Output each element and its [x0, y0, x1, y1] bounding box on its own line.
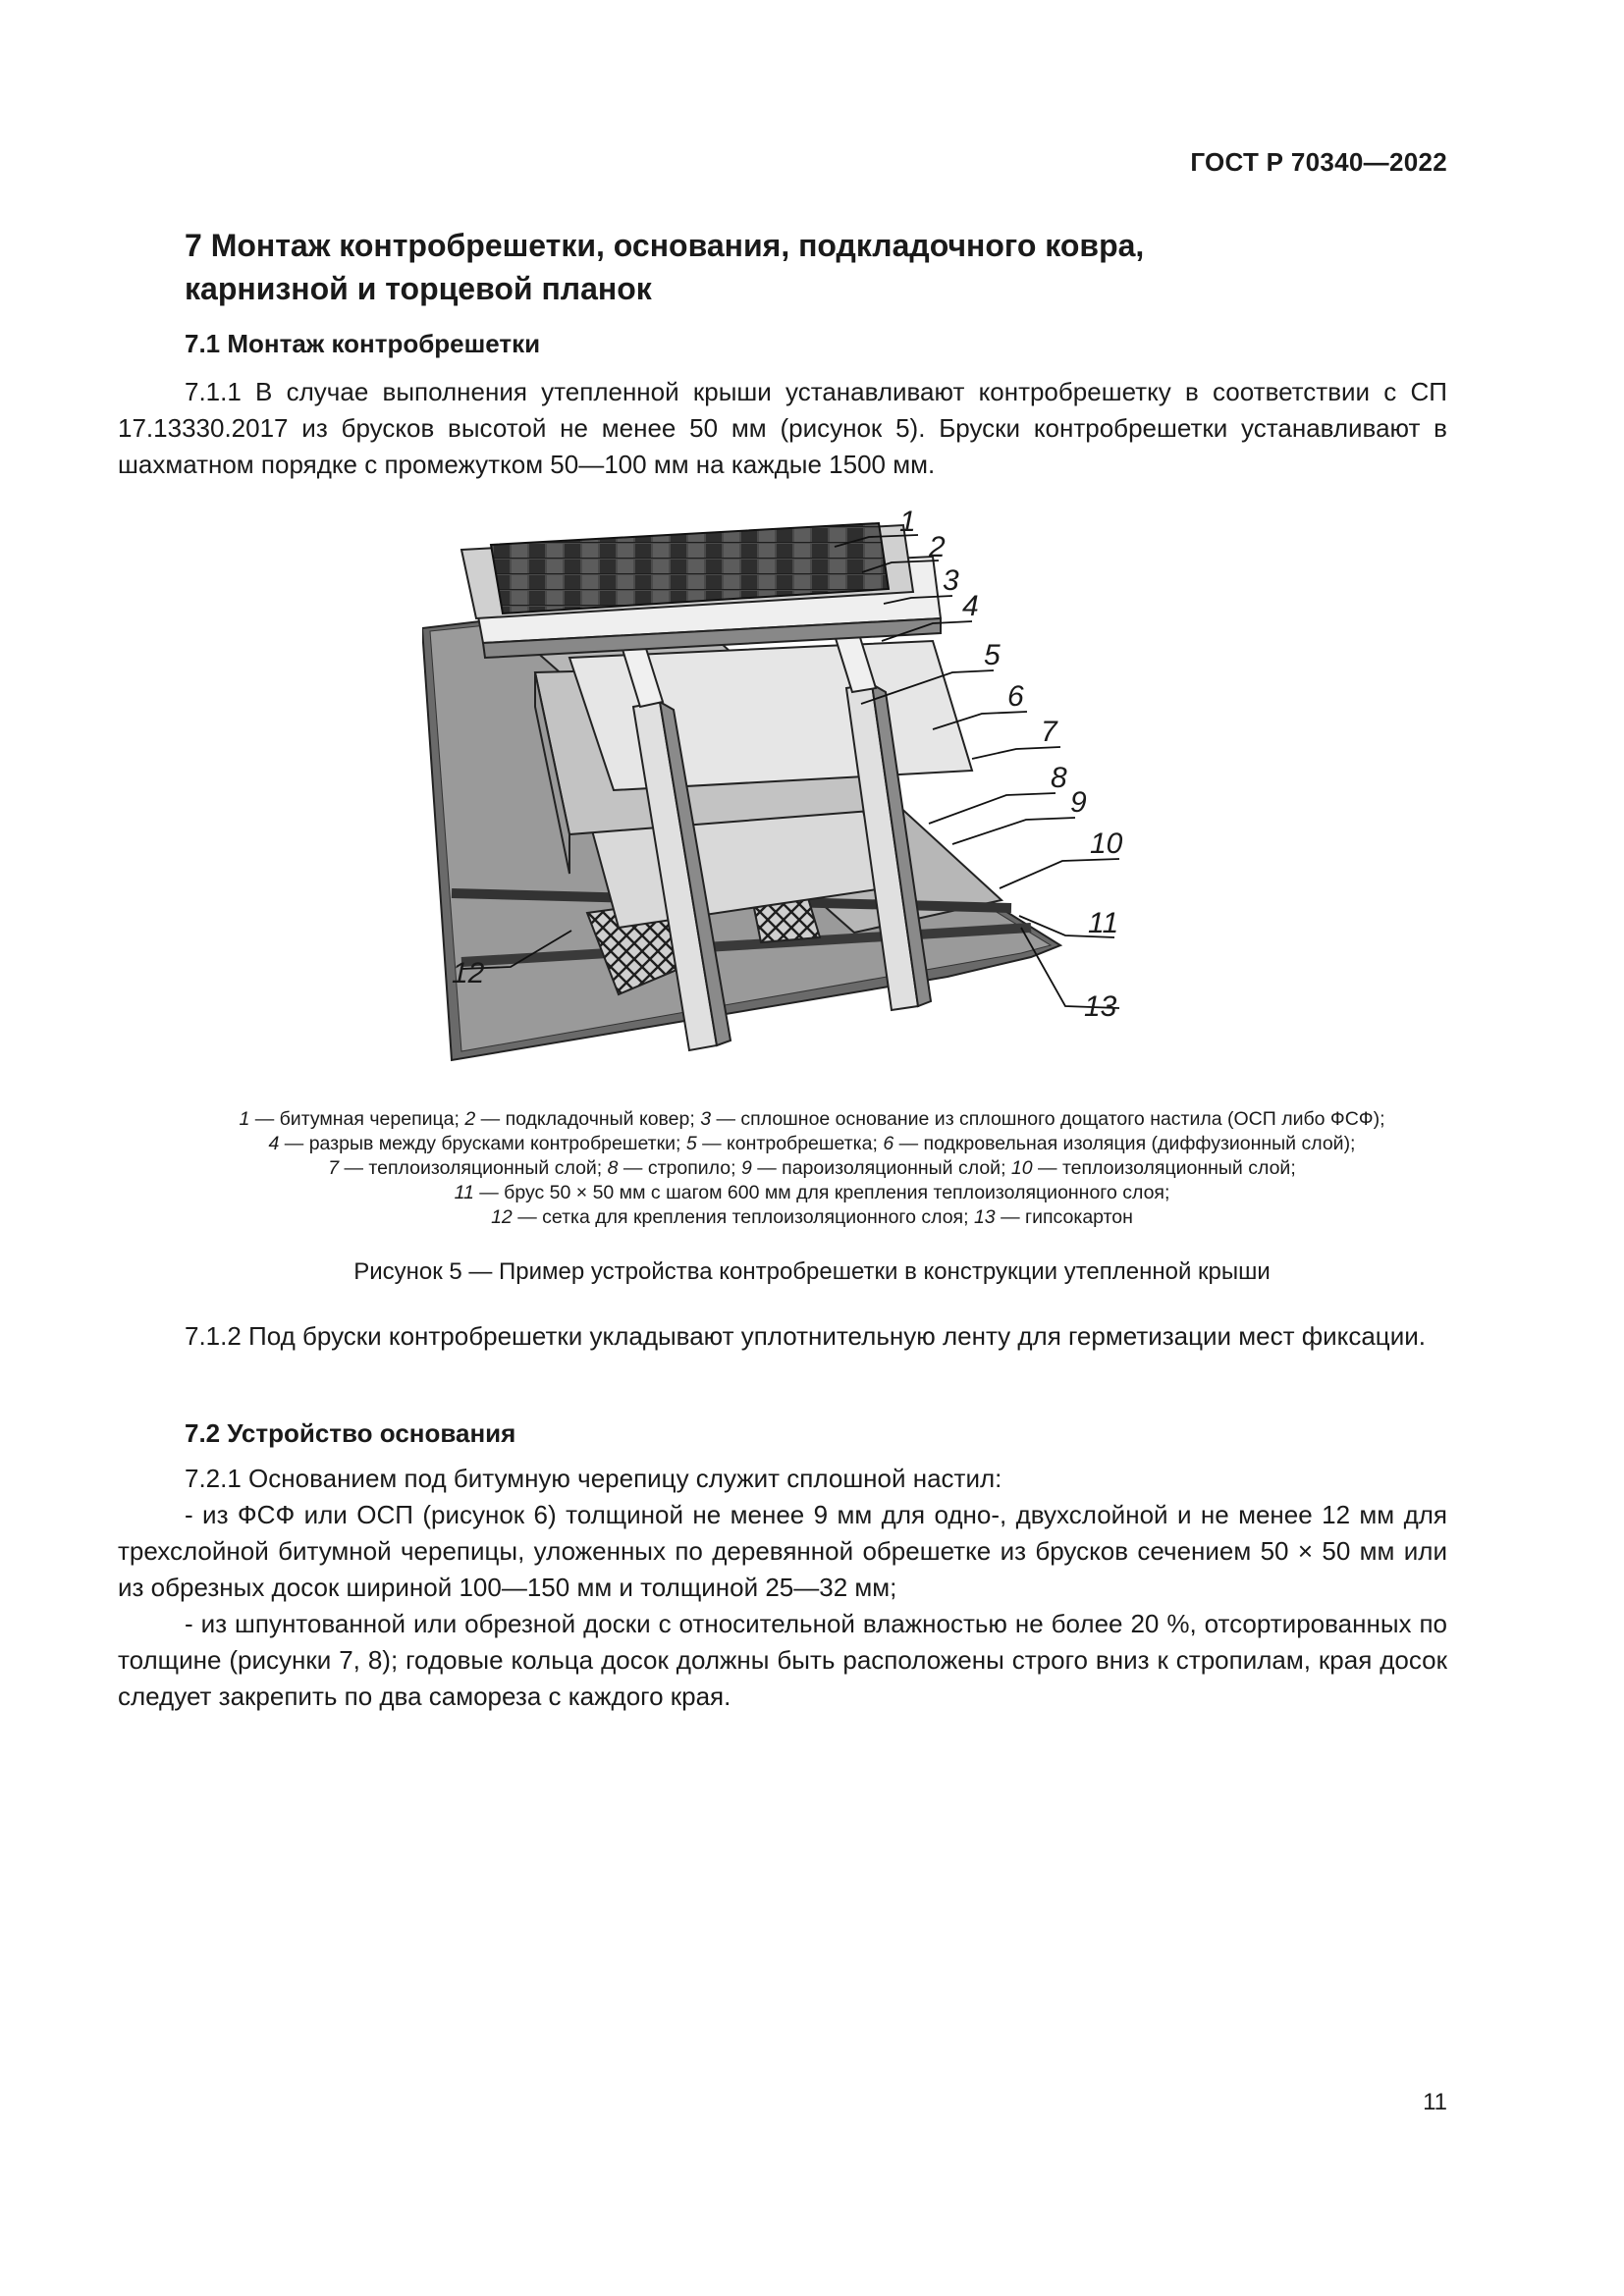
callout-7: 7 — [1041, 716, 1057, 748]
section-title — [185, 224, 1461, 310]
callout-10: 10 — [1090, 828, 1123, 860]
legend-num-3: 3 — [700, 1108, 712, 1130]
callout-13: 13 — [1084, 990, 1117, 1023]
legend-num-13: 13 — [973, 1206, 996, 1228]
figure-5-legend — [108, 1107, 1516, 1230]
figure-5-caption: Рисунок 5 — Пример устройства контробрешетки в конструкции утепленной крыши — [353, 1258, 1271, 1285]
list-item-boards-text: - из шпунтованной или обрезной доски с относительной влажностью не более 20 %, отсортированных по толщине (рисунки 7, 8); годовые кольца досок должны быть расположены строго вниз к стропилам, края досок следует закрепить по два самореза с каждого края. — [118, 1609, 1447, 1711]
legend-num-4: 4 — [268, 1133, 280, 1154]
legend-num-6: 6 — [883, 1133, 894, 1154]
legend-text-8: — стропило; — [618, 1157, 741, 1179]
section-title-line-2: карнизной и торцевой планок — [185, 271, 652, 306]
legend-num-9: 9 — [740, 1157, 752, 1179]
page-header: ГОСТ Р 70340—2022 — [1190, 147, 1447, 177]
subsection-title-7-2: 7.2 Устройство основания — [185, 1418, 516, 1448]
legend-text-7: — теплоизоляционный слой; — [339, 1157, 608, 1179]
paragraph-7-2-1-text: 7.2.1 Основанием под битумную черепицу служит сплошной настил: — [185, 1464, 1002, 1493]
legend-text-13: — гипсокартон — [995, 1206, 1133, 1228]
section-title-line-1: 7 Монтаж контробрешетки, основания, подкладочного ковра, — [185, 228, 1145, 263]
callout-5: 5 — [984, 639, 1001, 671]
legend-text-11: — брус 50 × 50 мм с шагом 600 мм для крепления теплоизоляционного слоя; — [473, 1182, 1170, 1203]
callout-11: 11 — [1088, 907, 1119, 939]
legend-num-12: 12 — [491, 1206, 513, 1228]
paragraph-7-2-1 — [118, 1461, 1447, 1497]
callout-1: 1 — [899, 506, 916, 538]
legend-text-1: — битумная черепица; — [249, 1108, 465, 1130]
list-item-osb-plywood-text: - из ФСФ или ОСП (рисунок 6) толщиной не менее 9 мм для одно-, двухслойной и не менее 12 мм для трехслойной битумной черепицы, уложенных по деревянной обрешетке из брусков сечением 50 × 50 мм или из обрезных досок шириной 100—150 мм и толщиной 25—32 мм; — [118, 1500, 1447, 1602]
legend-text-6: — подкровельная изоляция (диффузионный слой); — [893, 1133, 1356, 1154]
paragraph-7-1-1 — [118, 374, 1447, 483]
page-number: 11 — [1423, 2089, 1447, 2115]
subsection-title-7-1: 7.1 Монтаж контробрешетки — [185, 329, 541, 358]
list-item-osb-plywood — [118, 1497, 1447, 1606]
legend-num-11: 11 — [454, 1182, 474, 1203]
legend-text-2: — подкладочный ковер; — [475, 1108, 701, 1130]
paragraph-7-1-1-text: 7.1.1 В случае выполнения утепленной крыши устанавливают контробрешетку в соответствии с СП 17.13330.2017 из брусков высотой не менее 50 мм (рисунок 5). Бруски контробрешетки устанавливают в шахматном порядке с промежутком 50—100 мм на каждые 1500 мм. — [118, 377, 1447, 479]
legend-num-1: 1 — [239, 1108, 250, 1130]
figure-5 — [422, 496, 1149, 1085]
legend-text-9: — пароизоляционный слой; — [751, 1157, 1011, 1179]
callout-6: 6 — [1007, 680, 1024, 713]
callout-12: 12 — [452, 957, 485, 989]
callout-2: 2 — [929, 531, 946, 563]
legend-num-8: 8 — [607, 1157, 619, 1179]
legend-num-7: 7 — [328, 1157, 340, 1179]
callout-9: 9 — [1070, 786, 1087, 819]
legend-num-5: 5 — [685, 1133, 697, 1154]
legend-num-2: 2 — [464, 1108, 476, 1130]
paragraph-7-1-2 — [118, 1318, 1447, 1355]
legend-text-4: — разрыв между брусками контробрешетки; — [279, 1133, 686, 1154]
legend-text-5: — контробрешетка; — [696, 1133, 884, 1154]
callout-3: 3 — [943, 564, 959, 597]
callout-8: 8 — [1051, 762, 1067, 794]
roof-construction-diagram — [422, 496, 1149, 1085]
list-item-boards — [118, 1606, 1447, 1715]
legend-text-10: — теплоизоляционный слой; — [1032, 1157, 1296, 1179]
legend-text-3: — сплошное основание из сплошного дощатого настила (ОСП либо ФСФ); — [711, 1108, 1385, 1130]
paragraph-7-1-2-text: 7.1.2 Под бруски контробрешетки укладывают уплотнительную ленту для герметизации мест фиксации. — [185, 1321, 1426, 1351]
legend-text-12: — сетка для крепления теплоизоляционного слоя; — [512, 1206, 974, 1228]
legend-num-10: 10 — [1010, 1157, 1033, 1179]
callout-4: 4 — [962, 590, 979, 622]
